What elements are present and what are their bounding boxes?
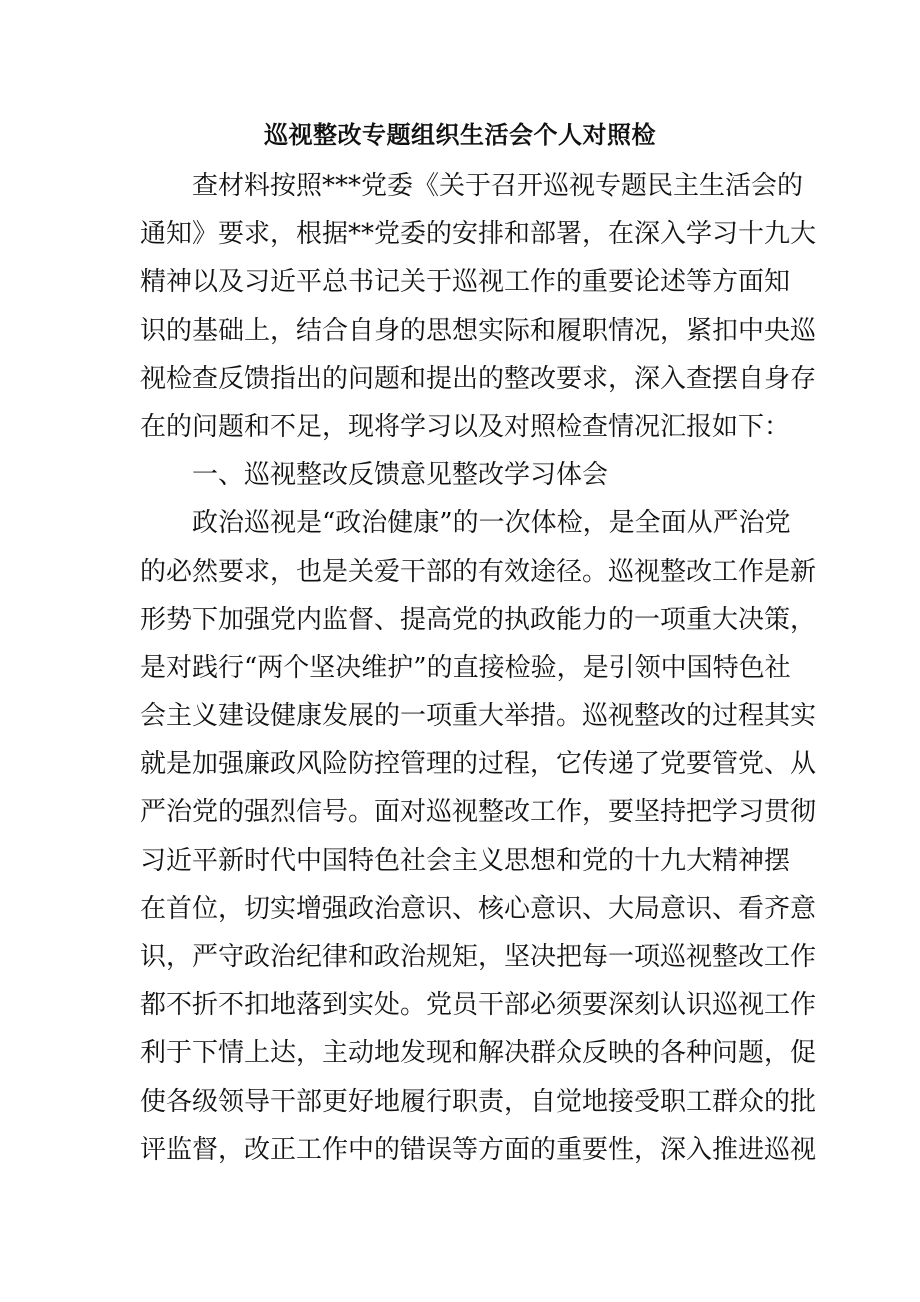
body-line: 识，严守政治纪律和政治规矩，坚决把每一项巡视整改工作 bbox=[140, 942, 817, 972]
body-line: 精神以及习近平总书记关于巡视工作的重要论述等方面知 bbox=[140, 267, 791, 298]
body-line: 利于下情上达，主动地发现和解决群众反映的各种问题，促 bbox=[140, 1038, 817, 1069]
body-line: 评监督，改正工作中的错误等方面的重要性，深入推进巡视 bbox=[140, 1134, 817, 1165]
body-line: 查材料按照***党委《关于召开巡视专题民主生活会的 bbox=[192, 171, 804, 201]
body-line: 通知》要求，根据**党委的安排和部署，在深入学习十九大 bbox=[140, 219, 817, 250]
document-body bbox=[140, 162, 817, 1174]
body-line: 视检查反馈指出的问题和提出的整改要求，深入查摆自身存 bbox=[140, 363, 817, 394]
body-line: 在的问题和不足，现将学习以及对照检查情况汇报如下： bbox=[140, 411, 791, 442]
body-line: 政治巡视是“政治健康”的一次体检，是全面从严治党 bbox=[192, 508, 791, 539]
body-line: 会主义建设健康发展的一项重大举措。巡视整改的过程其实 bbox=[140, 701, 817, 732]
body-line: 的必然要求，也是关爱干部的有效途径。巡视整改工作是新 bbox=[140, 556, 817, 587]
section-heading: 一、巡视整改反馈意见整改学习体会 bbox=[192, 460, 609, 491]
body-line: 识的基础上，结合自身的思想实际和履职情况，紧扣中央巡 bbox=[140, 315, 817, 346]
body-line: 在首位，切实增强政治意识、核心意识、大局意识、看齐意 bbox=[140, 893, 817, 924]
body-line: 就是加强廉政风险防控管理的过程，它传递了党要管党、从 bbox=[140, 749, 817, 780]
document-title: 巡视整改专题组织生活会个人对照检 bbox=[264, 120, 656, 149]
body-line: 都不折不扣地落到实处。党员干部必须要深刻认识巡视工作 bbox=[140, 990, 817, 1021]
body-line: 使各级领导干部更好地履行职责，自觉地接受职工群众的批 bbox=[140, 1086, 817, 1117]
body-line: 习近平新时代中国特色社会主义思想和党的十九大精神摆 bbox=[140, 845, 791, 876]
body-line: 严治党的强烈信号。面对巡视整改工作，要坚持把学习贯彻 bbox=[140, 797, 817, 828]
body-line: 形势下加强党内监督、提高党的执政能力的一项重大决策， bbox=[140, 604, 817, 635]
body-line: 是对践行“两个坚决维护”的直接检验，是引领中国特色社 bbox=[140, 652, 791, 683]
